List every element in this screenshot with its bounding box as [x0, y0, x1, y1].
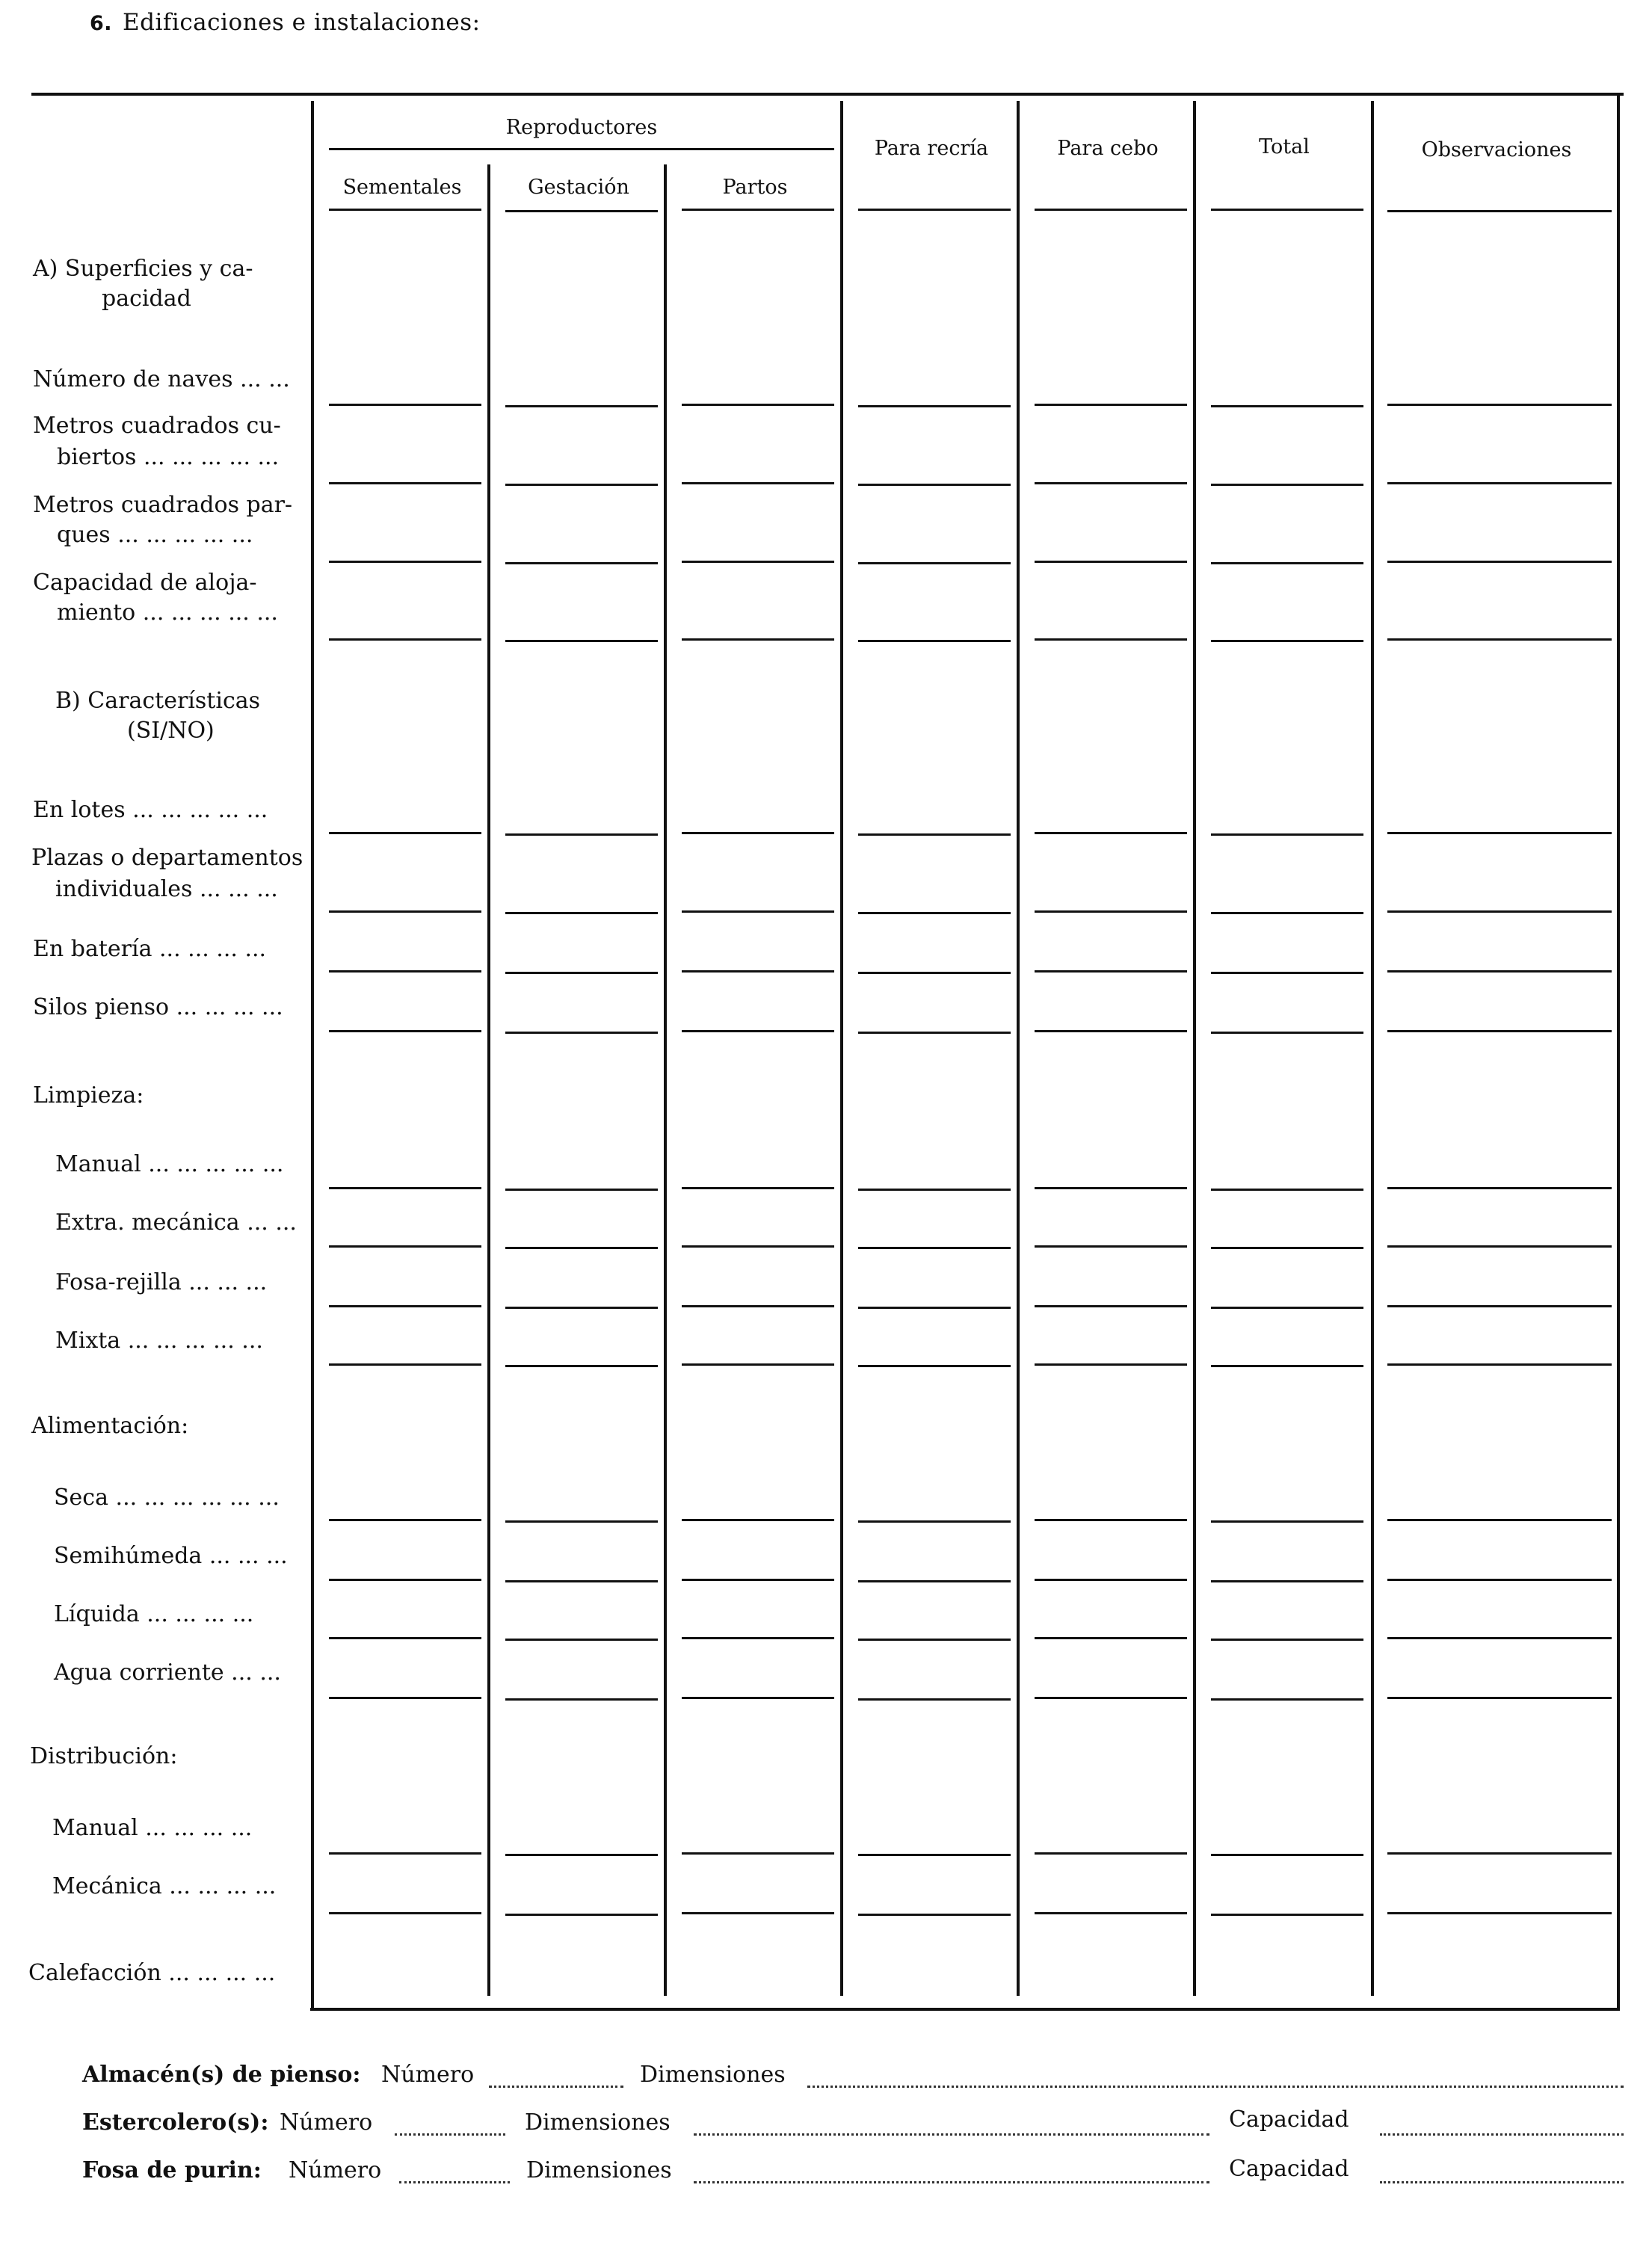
footer-fosa-dimensiones: Dimensiones: [526, 2157, 672, 2183]
row-capacidad-1: Capacidad de aloja-: [33, 570, 257, 596]
entry-line-r6-c3[interactable]: [682, 910, 834, 913]
entry-line-r5-c3[interactable]: [682, 832, 834, 834]
entry-line-r7-c7[interactable]: [1387, 970, 1612, 972]
entry-line-r4-c5[interactable]: [1035, 638, 1187, 641]
entry-line-r9-c1[interactable]: [329, 1187, 481, 1189]
footer-fosa-numero-field[interactable]: [399, 2181, 510, 2183]
entry-line-r11-c4[interactable]: [858, 1307, 1011, 1309]
entry-line-r10-c3[interactable]: [682, 1245, 834, 1248]
table-bottom-border: [310, 2008, 1620, 2011]
section-a-heading-1: A) Superficies y ca-: [33, 256, 253, 282]
header-reproductores: Reproductores: [505, 116, 658, 139]
row-liquida: Líquida ... ... ... ...: [54, 1601, 254, 1627]
entry-line-r15-c3[interactable]: [682, 1637, 834, 1639]
entry-line-r12-c7[interactable]: [1387, 1363, 1612, 1366]
entry-line-r15-c7[interactable]: [1387, 1637, 1612, 1639]
entry-line-r16-c4[interactable]: [858, 1698, 1011, 1701]
entry-line-r6-c5[interactable]: [1035, 910, 1187, 913]
entry-line-r18-c6[interactable]: [1211, 1914, 1363, 1916]
entry-line-r11-c5[interactable]: [1035, 1305, 1187, 1307]
alimentacion-heading: Alimentación:: [31, 1413, 189, 1439]
entry-line-r2-c6[interactable]: [1211, 484, 1363, 486]
entry-line-r17-c1[interactable]: [329, 1852, 481, 1855]
entry-line-r6-c4[interactable]: [858, 912, 1011, 914]
entry-line-r1-c7[interactable]: [1387, 404, 1612, 406]
entry-line-r18-c1[interactable]: [329, 1912, 481, 1914]
footer-estercolero-dimensiones: Dimensiones: [525, 2109, 671, 2136]
row-metros-cubiertos-2: biertos ... ... ... ... ...: [57, 444, 280, 470]
entry-line-r2-c5[interactable]: [1035, 482, 1187, 484]
footer-estercolero-dimensiones-field[interactable]: [694, 2133, 1209, 2136]
entry-line-r10-c5[interactable]: [1035, 1245, 1187, 1248]
entry-line-r6-c1[interactable]: [329, 910, 481, 913]
entry-line-r10-c4[interactable]: [858, 1247, 1011, 1249]
entry-line-r6-c7[interactable]: [1387, 910, 1612, 913]
entry-line-r13-c4[interactable]: [858, 1520, 1011, 1523]
entry-line-r11-c2[interactable]: [505, 1307, 658, 1309]
entry-line-r12-c5[interactable]: [1035, 1363, 1187, 1366]
entry-line-r5-c5[interactable]: [1035, 832, 1187, 834]
entry-line-r5-c4[interactable]: [858, 833, 1011, 836]
header-underline-1: [329, 209, 481, 211]
entry-line-r16-c3[interactable]: [682, 1697, 834, 1699]
row-silos-pienso: Silos pienso ... ... ... ...: [33, 994, 283, 1020]
footer-estercolero-label: [82, 2109, 268, 2136]
section-b-heading-1: B) Características: [55, 688, 261, 714]
entry-line-r7-c5[interactable]: [1035, 970, 1187, 972]
entry-line-r16-c5[interactable]: [1035, 1697, 1187, 1699]
entry-line-r14-c2[interactable]: [505, 1580, 658, 1582]
entry-line-r18-c2[interactable]: [505, 1914, 658, 1916]
entry-line-r13-c5[interactable]: [1035, 1519, 1187, 1521]
entry-line-r18-c4[interactable]: [858, 1914, 1011, 1916]
row-numero-naves: Número de naves ... ...: [33, 366, 290, 392]
entry-line-r1-c4[interactable]: [858, 405, 1011, 407]
entry-line-r15-c5[interactable]: [1035, 1637, 1187, 1639]
entry-line-r11-c6[interactable]: [1211, 1307, 1363, 1309]
entry-line-r14-c4[interactable]: [858, 1580, 1011, 1582]
row-distribucion-mecanica: Mecánica ... ... ... ...: [52, 1873, 277, 1899]
footer-almacen-label: Almacén(s) de pienso:: [82, 2062, 361, 2088]
row-plazas-2: individuales ... ... ...: [55, 876, 278, 902]
entry-line-r13-c3[interactable]: [682, 1519, 834, 1521]
entry-line-r10-c1[interactable]: [329, 1245, 481, 1248]
col-divider-3: [840, 101, 843, 1996]
entry-line-r14-c7[interactable]: [1387, 1579, 1612, 1581]
header-underline-6: [1211, 209, 1363, 211]
entry-line-r5-c1[interactable]: [329, 832, 481, 834]
entry-line-r17-c5[interactable]: [1035, 1852, 1187, 1855]
entry-line-r8-c7[interactable]: [1387, 1030, 1612, 1032]
entry-line-r2-c3[interactable]: [682, 482, 834, 484]
table-top-border: [31, 93, 1624, 96]
footer-estercolero-numero-field[interactable]: [395, 2133, 505, 2136]
entry-line-r12-c3[interactable]: [682, 1363, 834, 1366]
entry-line-r3-c6[interactable]: [1211, 562, 1363, 564]
entry-line-r10-c6[interactable]: [1211, 1247, 1363, 1249]
header-col-7: Observaciones: [1421, 138, 1572, 161]
entry-line-r6-c2[interactable]: [505, 912, 658, 914]
footer-estercolero-label-text: Estercolero(s):: [82, 2109, 269, 2136]
section-title: [90, 9, 481, 36]
entry-line-r15-c2[interactable]: [505, 1639, 658, 1641]
header-col-3: Partos: [722, 176, 788, 199]
entry-line-r5-c2[interactable]: [505, 833, 658, 836]
entry-line-r3-c3[interactable]: [682, 561, 834, 563]
entry-line-r3-c4[interactable]: [858, 562, 1011, 564]
row-seca: Seca ... ... ... ... ... ...: [54, 1485, 280, 1511]
entry-line-r1-c5[interactable]: [1035, 404, 1187, 406]
entry-line-r15-c4[interactable]: [858, 1639, 1011, 1641]
entry-line-r4-c1[interactable]: [329, 638, 481, 641]
row-metros-parques-2: ques ... ... ... ... ...: [57, 522, 253, 548]
entry-line-r17-c7[interactable]: [1387, 1852, 1612, 1855]
entry-line-r4-c6[interactable]: [1211, 640, 1363, 642]
row-mixta: Mixta ... ... ... ... ...: [55, 1328, 263, 1354]
col-divider-5: [1193, 101, 1196, 1996]
footer-almacen-numero-field[interactable]: [489, 2086, 623, 2088]
entry-line-r2-c2[interactable]: [505, 484, 658, 486]
section-number: 6.: [90, 12, 113, 35]
entry-line-r9-c2[interactable]: [505, 1189, 658, 1191]
entry-line-r8-c2[interactable]: [505, 1032, 658, 1034]
entry-line-r7-c2[interactable]: [505, 972, 658, 974]
entry-line-r3-c1[interactable]: [329, 561, 481, 563]
entry-line-r14-c1[interactable]: [329, 1579, 481, 1581]
header-underline-7: [1387, 210, 1612, 212]
entry-line-r12-c6[interactable]: [1211, 1365, 1363, 1367]
entry-line-r13-c2[interactable]: [505, 1520, 658, 1523]
entry-line-r4-c4[interactable]: [858, 640, 1011, 642]
row-en-bateria: En batería ... ... ... ...: [33, 936, 267, 962]
entry-line-r18-c5[interactable]: [1035, 1912, 1187, 1914]
entry-line-r16-c6[interactable]: [1211, 1698, 1363, 1701]
entry-line-r5-c6[interactable]: [1211, 833, 1363, 836]
row-agua-corriente: Agua corriente ... ...: [54, 1659, 281, 1686]
entry-line-r1-c1[interactable]: [329, 404, 481, 406]
table-left-border: [311, 101, 314, 2011]
entry-line-r8-c3[interactable]: [682, 1030, 834, 1032]
entry-line-r2-c7[interactable]: [1387, 482, 1612, 484]
entry-line-r14-c3[interactable]: [682, 1579, 834, 1581]
entry-line-r4-c3[interactable]: [682, 638, 834, 641]
row-limpieza-manual: Manual ... ... ... ... ...: [55, 1151, 284, 1177]
footer-estercolero-numero: Número: [280, 2109, 373, 2136]
entry-line-r9-c7[interactable]: [1387, 1187, 1612, 1189]
entry-line-r18-c7[interactable]: [1387, 1912, 1612, 1914]
row-metros-cubiertos-1: Metros cuadrados cu-: [33, 413, 281, 439]
entry-line-r14-c6[interactable]: [1211, 1580, 1363, 1582]
footer-almacen-numero: Número: [381, 2062, 475, 2088]
footer-fosa-label: [82, 2157, 262, 2183]
entry-line-r17-c6[interactable]: [1211, 1854, 1363, 1856]
footer-almacen-dimensiones: Dimensiones: [640, 2062, 786, 2088]
footer-fosa-capacidad-field[interactable]: [1380, 2181, 1624, 2183]
header-col-2: Gestación: [528, 176, 629, 199]
entry-line-r17-c2[interactable]: [505, 1854, 658, 1856]
entry-line-r14-c5[interactable]: [1035, 1579, 1187, 1581]
section-a-heading-2: pacidad: [102, 286, 191, 312]
entry-line-r16-c2[interactable]: [505, 1698, 658, 1701]
row-semihumeda: Semihúmeda ... ... ...: [54, 1543, 288, 1569]
footer-almacen-dimensiones-field[interactable]: [807, 2086, 1624, 2088]
entry-line-r2-c4[interactable]: [858, 484, 1011, 486]
footer-fosa-numero: Número: [289, 2157, 382, 2183]
entry-line-r7-c6[interactable]: [1211, 972, 1363, 974]
entry-line-r16-c7[interactable]: [1387, 1697, 1612, 1699]
entry-line-r11-c1[interactable]: [329, 1305, 481, 1307]
entry-line-r7-c4[interactable]: [858, 972, 1011, 974]
entry-line-r12-c2[interactable]: [505, 1365, 658, 1367]
footer-fosa-capacidad: Capacidad: [1229, 2156, 1349, 2182]
entry-line-r17-c4[interactable]: [858, 1854, 1011, 1856]
header-underline-5: [1035, 209, 1187, 211]
distribucion-heading: Distribución:: [30, 1743, 178, 1769]
entry-line-r15-c1[interactable]: [329, 1637, 481, 1639]
entry-line-r5-c7[interactable]: [1387, 832, 1612, 834]
entry-line-r3-c2[interactable]: [505, 562, 658, 564]
header-underline-4: [858, 209, 1011, 211]
entry-line-r8-c4[interactable]: [858, 1032, 1011, 1034]
entry-line-r16-c1[interactable]: [329, 1697, 481, 1699]
header-col-1: Sementales: [342, 176, 462, 199]
row-en-lotes: En lotes ... ... ... ... ...: [33, 797, 268, 823]
limpieza-heading: Limpieza:: [33, 1082, 144, 1109]
entry-line-r11-c3[interactable]: [682, 1305, 834, 1307]
row-calefaccion: Calefacción ... ... ... ...: [28, 1960, 276, 1986]
entry-line-r15-c6[interactable]: [1211, 1639, 1363, 1641]
entry-line-r12-c4[interactable]: [858, 1365, 1011, 1367]
header-col-5: Para cebo: [1057, 137, 1159, 160]
entry-line-r3-c7[interactable]: [1387, 561, 1612, 563]
row-metros-parques-1: Metros cuadrados par-: [33, 492, 293, 518]
entry-line-r9-c6[interactable]: [1211, 1189, 1363, 1191]
entry-line-r11-c7[interactable]: [1387, 1305, 1612, 1307]
col-divider-6: [1371, 101, 1374, 1996]
entry-line-r18-c3[interactable]: [682, 1912, 834, 1914]
entry-line-r13-c6[interactable]: [1211, 1520, 1363, 1523]
header-col-4: Para recría: [874, 137, 989, 160]
entry-line-r10-c7[interactable]: [1387, 1245, 1612, 1248]
col-divider-2: [664, 164, 667, 1996]
entry-line-r3-c5[interactable]: [1035, 561, 1187, 563]
row-plazas-1: Plazas o departamentos: [31, 845, 303, 871]
header-underline-2: [505, 210, 658, 212]
entry-line-r6-c6[interactable]: [1211, 912, 1363, 914]
entry-line-r4-c2[interactable]: [505, 640, 658, 642]
entry-line-r13-c7[interactable]: [1387, 1519, 1612, 1521]
table-right-border: [1617, 93, 1620, 2011]
row-fosa-rejilla: Fosa-rejilla ... ... ...: [55, 1269, 268, 1295]
entry-line-r4-c7[interactable]: [1387, 638, 1612, 641]
entry-line-r17-c3[interactable]: [682, 1852, 834, 1855]
footer-fosa-dimensiones-field[interactable]: [694, 2181, 1209, 2183]
section-title-text: Edificaciones e instalaciones:: [123, 9, 481, 36]
header-reproductores-underline: [329, 148, 834, 150]
row-extra-mecanica: Extra. mecánica ... ...: [55, 1209, 297, 1236]
entry-line-r8-c1[interactable]: [329, 1030, 481, 1032]
entry-line-r1-c2[interactable]: [505, 405, 658, 407]
entry-line-r9-c5[interactable]: [1035, 1187, 1187, 1189]
entry-line-r12-c1[interactable]: [329, 1363, 481, 1366]
section-b-heading-2: (SI/NO): [127, 718, 215, 744]
entry-line-r13-c1[interactable]: [329, 1519, 481, 1521]
footer-estercolero-capacidad: Capacidad: [1229, 2106, 1349, 2133]
footer-estercolero-capacidad-field[interactable]: [1380, 2133, 1624, 2136]
entry-line-r9-c4[interactable]: [858, 1189, 1011, 1191]
entry-line-r10-c2[interactable]: [505, 1247, 658, 1249]
col-divider-4: [1017, 101, 1020, 1996]
entry-line-r7-c1[interactable]: [329, 970, 481, 972]
entry-line-r1-c6[interactable]: [1211, 405, 1363, 407]
entry-line-r1-c3[interactable]: [682, 404, 834, 406]
row-distribucion-manual: Manual ... ... ... ...: [52, 1815, 253, 1841]
entry-line-r8-c5[interactable]: [1035, 1030, 1187, 1032]
header-underline-3: [682, 209, 834, 211]
col-divider-1: [487, 164, 490, 1996]
entry-line-r2-c1[interactable]: [329, 482, 481, 484]
entry-line-r7-c3[interactable]: [682, 970, 834, 972]
header-col-6: Total: [1259, 135, 1310, 158]
entry-line-r9-c3[interactable]: [682, 1187, 834, 1189]
entry-line-r8-c6[interactable]: [1211, 1032, 1363, 1034]
row-capacidad-2: miento ... ... ... ... ...: [57, 599, 278, 626]
footer-fosa-label-text: Fosa de purin:: [82, 2157, 262, 2183]
footer-line-1: [82, 2062, 361, 2088]
